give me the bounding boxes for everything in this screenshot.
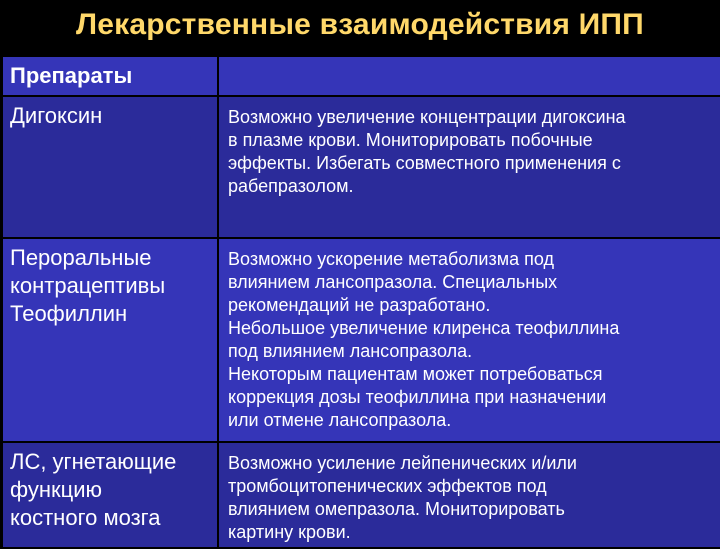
effect-text xyxy=(220,444,720,546)
effect-line: Возможно ускорение метаболизма под xyxy=(228,249,554,269)
effect-line: Некоторым пациентам может потребоваться xyxy=(228,364,603,384)
drug-line: функцию xyxy=(10,477,103,502)
drug-name xyxy=(4,444,216,536)
drug-name xyxy=(4,240,216,332)
table-header-row xyxy=(2,56,720,96)
interactions-table xyxy=(1,55,720,549)
effect-line: коррекция дозы теофиллина при назначении xyxy=(228,387,607,407)
header-cell-effects xyxy=(218,56,720,96)
effect-line: Небольшое увеличение клиренса теофиллина xyxy=(228,318,620,338)
effect-line: картину крови. xyxy=(228,522,351,542)
effect-line: Возможно увеличение концентрации дигоксина xyxy=(228,107,626,127)
header-effects-label xyxy=(220,58,720,66)
effect-cell xyxy=(218,238,720,442)
drug-cell xyxy=(2,96,218,238)
drug-line: ЛС, угнетающие xyxy=(10,449,177,474)
effect-text xyxy=(220,240,720,434)
effect-line: или отмене лансопразола. xyxy=(228,410,452,430)
effect-line: рабепразолом. xyxy=(228,176,354,196)
effect-line: тромбоцитопенических эффектов под xyxy=(228,476,547,496)
effect-line: эффекты. Избегать совместного применения с xyxy=(228,153,621,173)
slide-title: Лекарственные взаимодействия ИПП xyxy=(76,8,644,41)
effect-line: под влиянием лансопразола. xyxy=(228,341,473,361)
drug-name xyxy=(4,98,216,134)
drug-line: Пероральные xyxy=(10,245,152,270)
table-row xyxy=(2,238,720,442)
effect-text xyxy=(220,98,720,200)
effect-line: в плазме крови. Мониторировать побочные xyxy=(228,130,593,150)
drug-line: Теофиллин xyxy=(10,301,128,326)
drug-line: костного мозга xyxy=(10,505,161,530)
effect-line: рекомендаций не разработано. xyxy=(228,295,491,315)
drug-cell xyxy=(2,442,218,548)
header-drugs-label: Препараты xyxy=(10,63,133,88)
effect-cell xyxy=(218,442,720,548)
effect-line: влиянием омепразола. Мониторировать xyxy=(228,499,565,519)
effect-cell xyxy=(218,96,720,238)
effect-line: влиянием лансопразола. Специальных xyxy=(228,272,558,292)
drug-line: контрацептивы xyxy=(10,273,166,298)
header-cell-drugs xyxy=(2,56,218,96)
table-row xyxy=(2,96,720,238)
effect-line: Возможно усиление лейпенических и/или xyxy=(228,453,577,473)
table-row xyxy=(2,442,720,548)
drug-cell xyxy=(2,238,218,442)
drug-line: Дигоксин xyxy=(10,103,103,128)
